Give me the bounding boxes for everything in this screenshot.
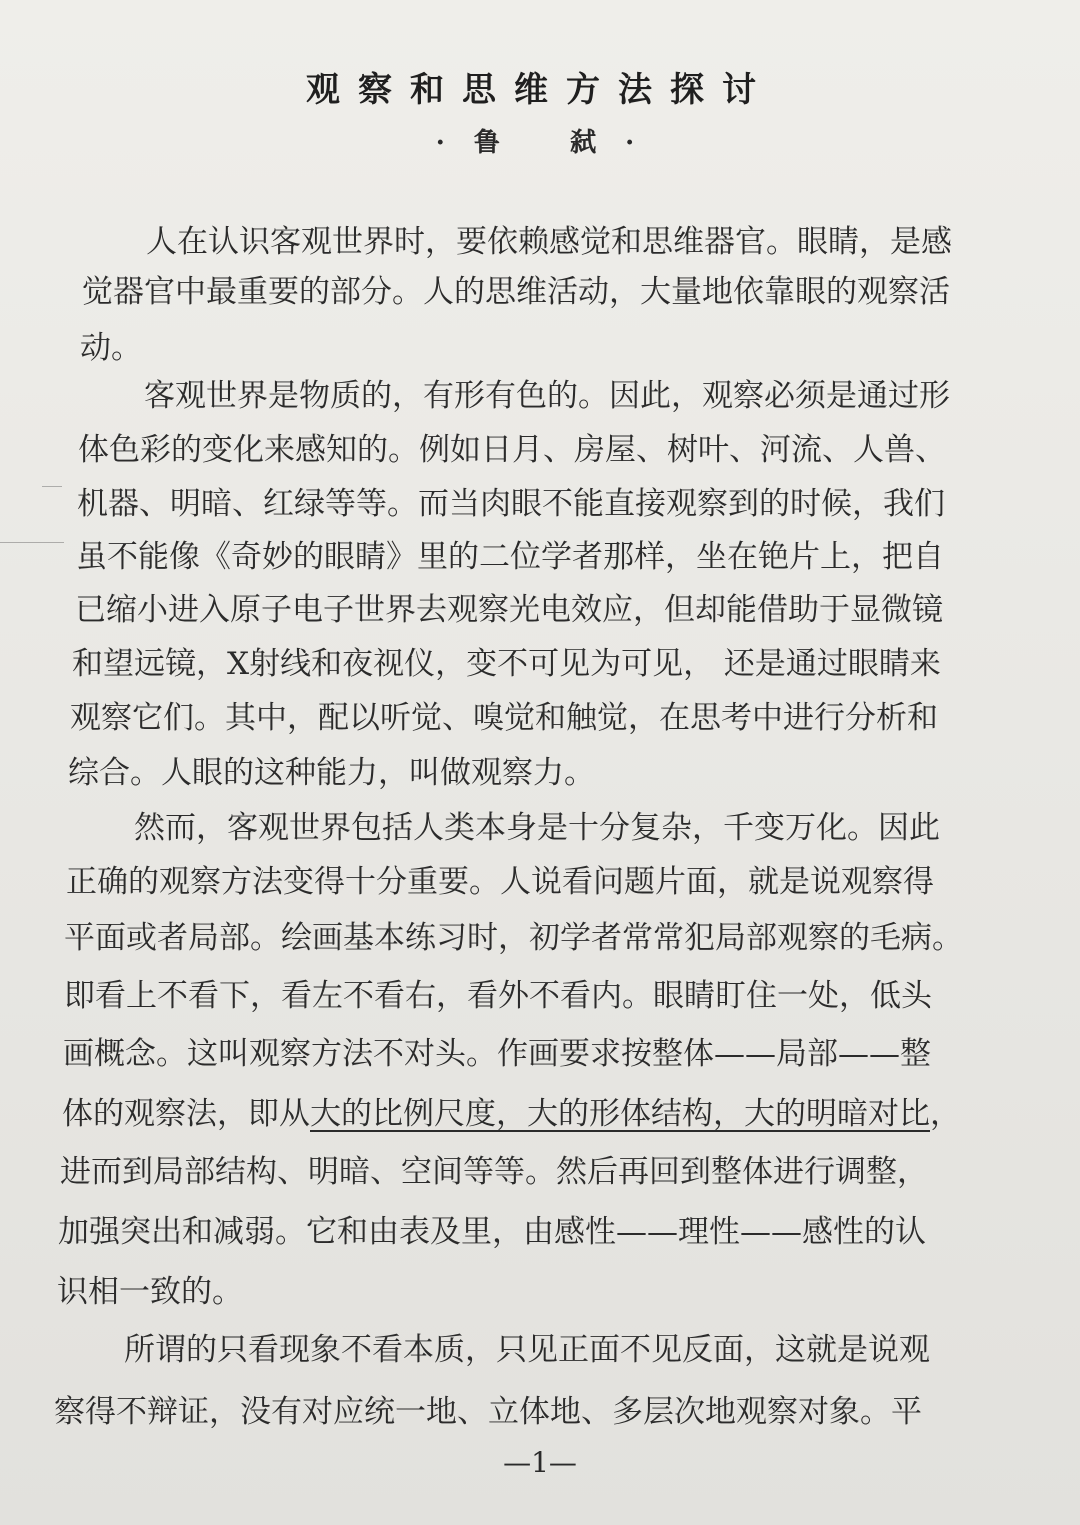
- body-line: 动。: [80, 330, 142, 366]
- line-text-end: ，: [930, 1096, 961, 1132]
- body-line: 观察它们。其中，配以听觉、嗅觉和触觉，在思考中进行分析和: [70, 700, 938, 736]
- body-line: 人在认识客观世界时，要依赖感觉和思维器官。眼睛，是感: [146, 224, 952, 260]
- body-line: 体色彩的变化来感知的。例如日月、房屋、树叶、河流、人兽、: [78, 432, 946, 468]
- body-line: 和望远镜，X射线和夜视仪，变不可见为可见， 还是通过眼睛来: [72, 646, 941, 682]
- page-number: —1—: [503, 1446, 577, 1479]
- line-text-start: 体的观察法，即从: [62, 1096, 310, 1132]
- body-line: 平面或者局部。绘画基本练习时，初学者常常犯局部观察的毛病。: [64, 920, 963, 956]
- body-line: 察得不辩证，没有对应统一地、立体地、多层次地观察对象。平: [54, 1394, 922, 1430]
- underlined-phrase-proportion: 大的比例尺度，: [310, 1096, 527, 1132]
- body-line: 即看上不看下，看左不看右，看外不看内。眼睛盯住一处，低头: [64, 978, 932, 1014]
- body-line: 机器、明暗、红绿等等。而当肉眼不能直接观察到的时候，我们: [77, 486, 945, 522]
- body-line: 所谓的只看现象不看本质，只见正面不见反面，这就是说观: [124, 1332, 930, 1368]
- author-name-second: 弑: [570, 128, 607, 158]
- body-line: 画概念。这叫观察方法不对头。作画要求按整体——局部——整: [63, 1036, 931, 1072]
- body-line: 觉器官中最重要的部分。人的思维活动，大量地依靠眼的观察活: [82, 274, 950, 310]
- article-title: 观察和思维方法探讨: [306, 70, 774, 110]
- body-line: 然而，客观世界包括人类本身是十分复杂，千变万化。因此: [134, 810, 940, 846]
- body-line: 客观世界是物质的，有形有色的。因此，观察必须是通过形: [144, 378, 950, 414]
- margin-mark: [42, 486, 62, 487]
- underlined-phrase-structure: 大的形体结构，: [527, 1096, 744, 1132]
- body-line-underlined: [62, 1094, 961, 1134]
- body-line: 正确的观察方法变得十分重要。人说看问题片面，就是说观察得: [66, 864, 934, 900]
- body-line: 识相一致的。: [57, 1274, 243, 1310]
- body-line: 综合。人眼的这种能力，叫做观察力。: [68, 755, 595, 791]
- body-line: 加强突出和减弱。它和由表及里，由感性——理性——感性的认: [58, 1214, 926, 1250]
- author-right-dot: ·: [625, 128, 645, 158]
- body-line: 进而到局部结构、明暗、空间等等。然后再回到整体进行调整，: [60, 1154, 928, 1190]
- margin-mark: [0, 542, 64, 543]
- body-line: 虽不能像《奇妙的眼睛》里的二位学者那样，坐在铯片上，把自: [76, 539, 944, 575]
- author-left-dot: ·: [435, 128, 455, 158]
- body-line: 已缩小进入原子电子世界去观察光电效应，但却能借助于显微镜: [75, 592, 943, 628]
- underlined-phrase-contrast: 大的明暗对比: [744, 1096, 930, 1132]
- author-name-first: 鲁: [473, 128, 510, 158]
